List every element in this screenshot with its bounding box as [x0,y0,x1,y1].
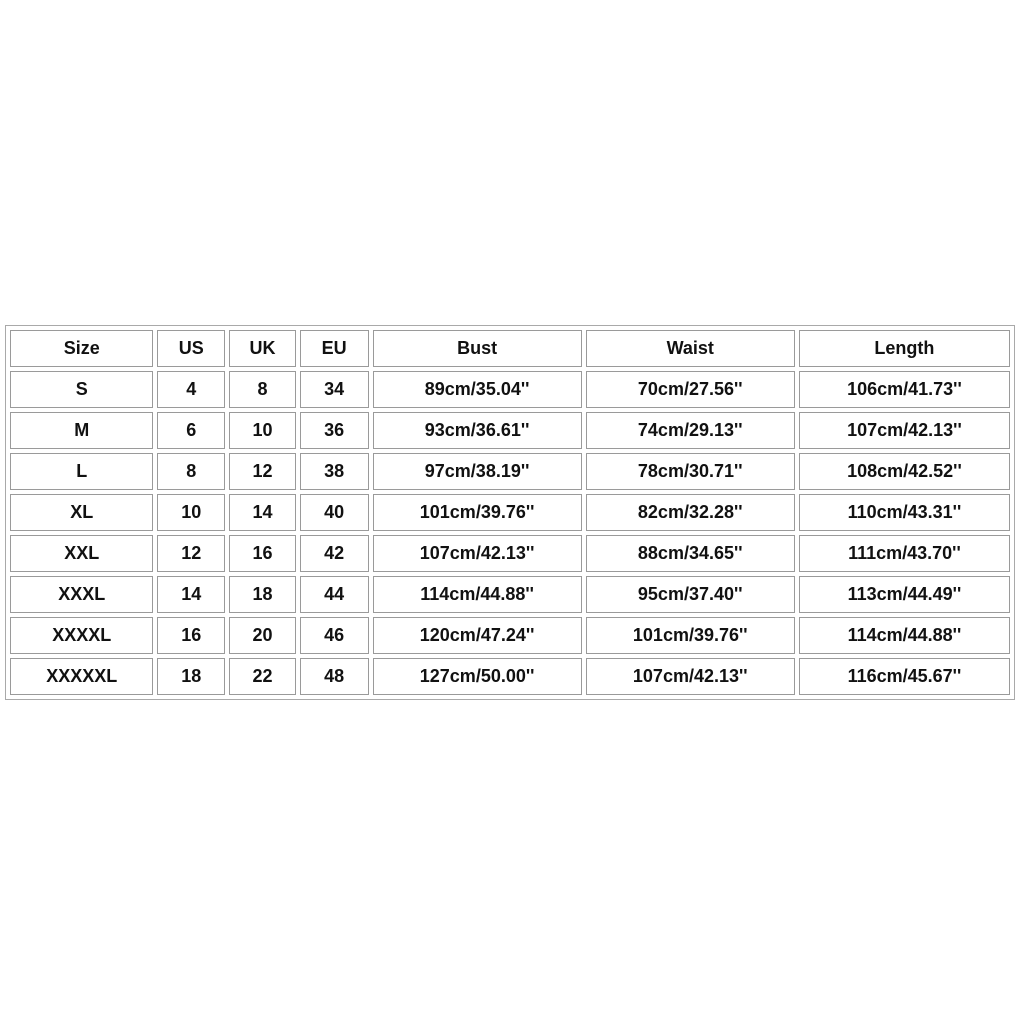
cell-us: 16 [157,617,225,654]
cell-bust: 127cm/50.00'' [373,658,582,695]
cell-uk: 14 [229,494,296,531]
cell-size: XXL [10,535,153,572]
header-eu: EU [300,330,369,367]
cell-bust: 89cm/35.04'' [373,371,582,408]
cell-eu: 34 [300,371,369,408]
cell-size: XL [10,494,153,531]
cell-size: XXXXXL [10,658,153,695]
cell-eu: 40 [300,494,369,531]
cell-eu: 42 [300,535,369,572]
cell-waist: 95cm/37.40'' [586,576,795,613]
header-us: US [157,330,225,367]
cell-waist: 107cm/42.13'' [586,658,795,695]
cell-waist: 78cm/30.71'' [586,453,795,490]
cell-length: 114cm/44.88'' [799,617,1010,654]
cell-bust: 101cm/39.76'' [373,494,582,531]
table-row [10,658,1010,695]
cell-uk: 8 [229,371,296,408]
size-chart-container [5,325,1015,700]
cell-length: 110cm/43.31'' [799,494,1010,531]
table-row [10,494,1010,531]
cell-length: 116cm/45.67'' [799,658,1010,695]
cell-bust: 107cm/42.13'' [373,535,582,572]
cell-uk: 16 [229,535,296,572]
cell-length: 111cm/43.70'' [799,535,1010,572]
cell-us: 6 [157,412,225,449]
cell-size: M [10,412,153,449]
cell-uk: 10 [229,412,296,449]
cell-size: L [10,453,153,490]
table-row [10,535,1010,572]
cell-bust: 93cm/36.61'' [373,412,582,449]
cell-us: 8 [157,453,225,490]
cell-uk: 20 [229,617,296,654]
cell-length: 113cm/44.49'' [799,576,1010,613]
cell-uk: 12 [229,453,296,490]
cell-bust: 97cm/38.19'' [373,453,582,490]
cell-size: XXXXL [10,617,153,654]
cell-eu: 48 [300,658,369,695]
table-row [10,453,1010,490]
cell-waist: 101cm/39.76'' [586,617,795,654]
cell-uk: 18 [229,576,296,613]
cell-bust: 114cm/44.88'' [373,576,582,613]
cell-eu: 44 [300,576,369,613]
cell-eu: 46 [300,617,369,654]
cell-eu: 38 [300,453,369,490]
table-row [10,576,1010,613]
cell-uk: 22 [229,658,296,695]
header-bust: Bust [373,330,582,367]
header-uk: UK [229,330,296,367]
table-row [10,412,1010,449]
table-row [10,371,1010,408]
header-length: Length [799,330,1010,367]
header-size: Size [10,330,153,367]
header-waist: Waist [586,330,795,367]
cell-us: 4 [157,371,225,408]
cell-size: S [10,371,153,408]
size-chart-table [5,325,1015,700]
cell-size: XXXL [10,576,153,613]
cell-waist: 74cm/29.13'' [586,412,795,449]
cell-us: 10 [157,494,225,531]
table-header-row [10,330,1010,367]
table-row [10,617,1010,654]
cell-bust: 120cm/47.24'' [373,617,582,654]
cell-eu: 36 [300,412,369,449]
cell-length: 108cm/42.52'' [799,453,1010,490]
cell-us: 12 [157,535,225,572]
cell-waist: 88cm/34.65'' [586,535,795,572]
cell-us: 18 [157,658,225,695]
cell-waist: 82cm/32.28'' [586,494,795,531]
cell-waist: 70cm/27.56'' [586,371,795,408]
cell-length: 106cm/41.73'' [799,371,1010,408]
cell-us: 14 [157,576,225,613]
cell-length: 107cm/42.13'' [799,412,1010,449]
